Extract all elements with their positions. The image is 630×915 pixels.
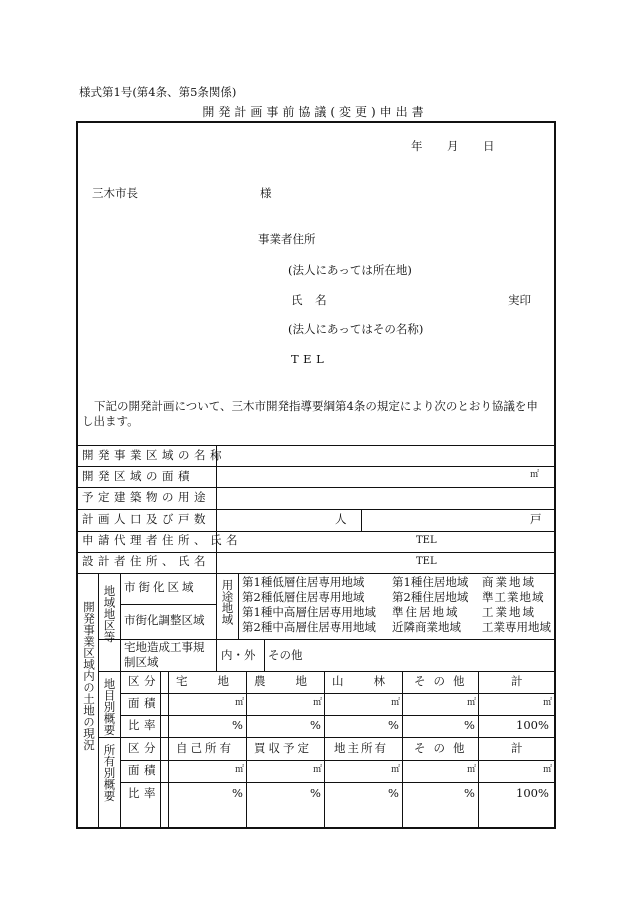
- zone-label: 地域地区等: [102, 585, 117, 643]
- urbanization-label: 市街化区域: [124, 580, 197, 594]
- body-text-line-1: 下記の開発計画について、三木市開発指導要綱第4条の規定により次のとおり協議を申: [94, 399, 538, 413]
- own-ratio-label: 比率: [128, 786, 160, 800]
- land-section-label: 開発事業区域内の土地の現況: [82, 601, 96, 751]
- land-ratio-unit-2: %: [310, 718, 321, 732]
- use-zone-1-1: 第1種低層住居専用地域: [242, 575, 365, 589]
- land-cat-residential: 宅地: [176, 674, 259, 688]
- use-zone-3-1: 第1種中高層住居専用地域: [242, 605, 376, 619]
- area-size-unit: ㎡: [530, 470, 540, 480]
- form-frame: [76, 121, 556, 829]
- use-zone-2-2: 第2種住居地域: [392, 590, 469, 604]
- residential-zone-label-1: 宅地造成工事規: [124, 640, 205, 654]
- applicant-address-note: (法人にあっては所在地): [288, 263, 412, 277]
- ownership-label: 所有別概要: [102, 744, 117, 802]
- building-use-label: 予定建築物の用途: [82, 490, 210, 504]
- addressee-honorific: 様: [260, 186, 272, 200]
- own-cat-other: その他: [414, 741, 473, 755]
- land-area-unit-4: ㎡: [467, 698, 477, 708]
- land-cat-total: 計: [511, 674, 523, 688]
- other-option: その他: [268, 648, 303, 662]
- use-zone-2-3: 準工業地域: [482, 590, 545, 604]
- use-zone-4-2: 近隣商業地域: [392, 620, 461, 634]
- use-zone-2-1: 第2種低層住居専用地域: [242, 590, 365, 604]
- form-number-label: 様式第1号(第4条、第5条関係): [79, 85, 237, 99]
- seal-label: 実印: [508, 293, 531, 307]
- own-ratio-unit-2: %: [310, 786, 321, 800]
- inside-outside-option: 内・外: [221, 648, 256, 662]
- land-area-unit-2: ㎡: [313, 698, 323, 708]
- use-zone-3-3: 工業地域: [482, 605, 536, 619]
- own-cat-landowner: 地主所有: [334, 741, 388, 755]
- land-division-label: 区分: [128, 674, 160, 688]
- own-area-label: 面積: [128, 763, 160, 777]
- use-zone-4-1: 第2種中高層住居専用地域: [242, 620, 376, 634]
- agent-label: 申請代理者住所、氏名: [82, 533, 242, 547]
- applicant-name-label: 氏 名: [291, 293, 332, 307]
- use-zone-1-3: 商業地域: [482, 575, 536, 589]
- use-zone-3-2: 準住居地域: [392, 605, 460, 619]
- use-zone-4-3: 工業専用地域: [482, 620, 551, 634]
- own-ratio-unit-1: %: [232, 786, 243, 800]
- own-cat-total: 計: [511, 741, 523, 755]
- land-ratio-unit-4: %: [464, 718, 475, 732]
- land-ratio-label: 比率: [128, 718, 160, 732]
- own-cat-purchase: 買収予定: [254, 741, 312, 755]
- land-ratio-unit-3: %: [388, 718, 399, 732]
- land-cat-forest: 山林: [332, 674, 415, 688]
- use-zone-1-2: 第1種住居地域: [392, 575, 469, 589]
- population-label: 計画人口及び戸数: [82, 512, 210, 526]
- own-ratio-unit-3: %: [388, 786, 399, 800]
- area-size-label: 開発区域の面積: [82, 469, 194, 483]
- body-text-line-2: し出ます。: [82, 414, 139, 428]
- date-day-label: 日: [483, 139, 495, 153]
- own-area-unit-3: ㎡: [391, 765, 401, 775]
- designer-tel-label: TEL: [416, 556, 437, 567]
- own-area-unit-4: ㎡: [467, 765, 477, 775]
- land-area-unit-1: ㎡: [235, 698, 245, 708]
- land-cat-other: その他: [414, 674, 473, 688]
- household-unit: 戸: [530, 512, 542, 526]
- area-name-label: 開発事業区域の名称: [82, 448, 226, 462]
- applicant-name-note: (法人にあってはその名称): [288, 322, 424, 336]
- agent-tel-label: TEL: [416, 535, 437, 546]
- addressee-name: 三木市長: [92, 186, 138, 200]
- land-area-unit-5: ㎡: [543, 698, 553, 708]
- own-division-label: 区分: [128, 741, 160, 755]
- applicant-address-label: 事業者住所: [258, 232, 316, 246]
- own-cat-self: 自己所有: [176, 741, 234, 755]
- land-area-label: 面積: [128, 696, 160, 710]
- own-area-unit-2: ㎡: [313, 765, 323, 775]
- land-cat-farm: 農地: [254, 674, 337, 688]
- document-title: 開発計画事前協議(変更)申出書: [202, 105, 428, 119]
- own-ratio-unit-4: %: [464, 786, 475, 800]
- applicant-tel-label: TEL: [291, 352, 329, 366]
- own-area-unit-1: ㎡: [235, 765, 245, 775]
- designer-label: 設計者住所、氏名: [82, 554, 210, 568]
- own-ratio-total: 100%: [516, 786, 549, 800]
- date-year-label: 年: [411, 139, 423, 153]
- land-ratio-total: 100%: [516, 718, 549, 732]
- urbanization-control-label: 市街化調整区域: [124, 613, 205, 627]
- land-area-unit-3: ㎡: [391, 698, 401, 708]
- residential-zone-label-2: 制区域: [124, 655, 159, 669]
- own-area-unit-5: ㎡: [543, 765, 553, 775]
- land-ratio-unit-1: %: [232, 718, 243, 732]
- population-unit: 人: [335, 512, 347, 526]
- use-zone-label: 用途地域: [220, 579, 235, 625]
- land-category-label: 地目別概要: [102, 678, 117, 736]
- date-month-label: 月: [447, 139, 459, 153]
